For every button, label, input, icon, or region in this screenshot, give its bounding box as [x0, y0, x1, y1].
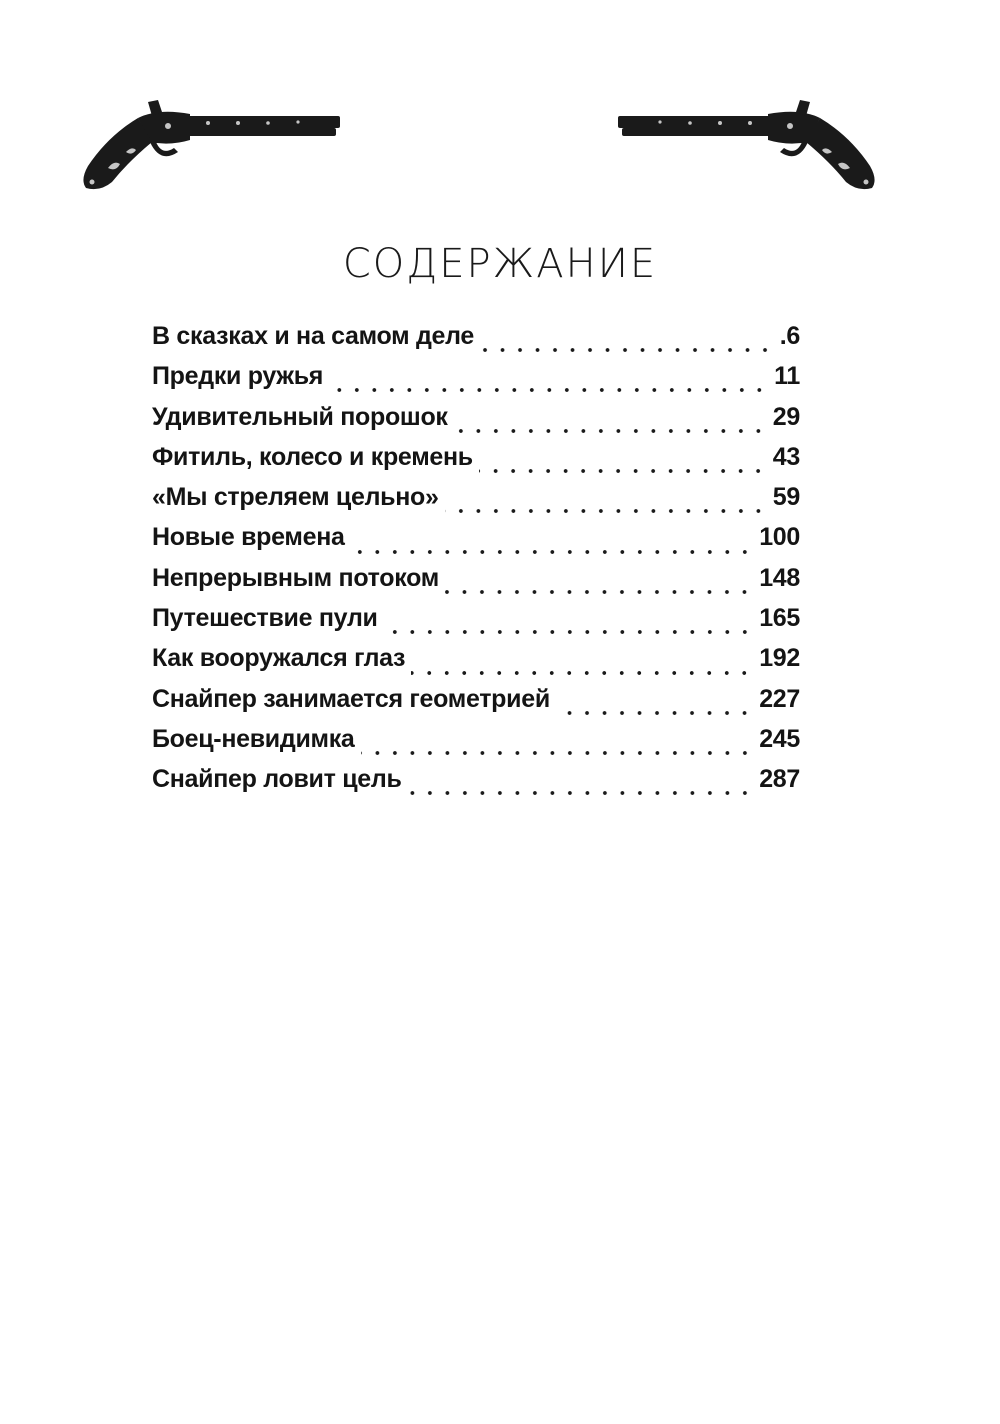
dot-leader: [361, 750, 754, 756]
toc-entry-title: Фитиль, колесо и кремень: [152, 442, 473, 471]
toc-entry[interactable]: [152, 362, 800, 402]
dot-leader: [445, 589, 753, 595]
toc-entry-page: 287: [759, 765, 800, 794]
dot-leader: [411, 670, 753, 676]
flintlock-pistol-icon: [78, 96, 343, 196]
dot-leader: [479, 468, 767, 474]
dot-leader: [556, 710, 753, 716]
toc-entry-page: 245: [759, 724, 800, 753]
toc-entry-page: 148: [759, 563, 800, 592]
toc-entry-page: 29: [772, 402, 800, 431]
toc-entry-title: В сказках и на самом деле: [152, 322, 474, 350]
toc-entry[interactable]: [152, 685, 800, 725]
toc-entry-page: .6: [779, 322, 800, 350]
toc-entry[interactable]: [152, 564, 800, 604]
toc-entry-title: Путешествие пули: [152, 604, 378, 633]
toc-entry[interactable]: [152, 322, 800, 362]
toc-entry-title: Новые времена: [152, 523, 345, 552]
toc-entry-page: 192: [759, 644, 800, 673]
dot-leader: [454, 428, 767, 434]
toc-entry[interactable]: [152, 644, 800, 684]
toc-entry[interactable]: [152, 604, 800, 644]
toc-entry-title: Снайпер ловит цель: [152, 765, 402, 794]
toc-entry-page: 11: [774, 362, 800, 391]
toc-entry[interactable]: [152, 725, 800, 765]
toc-entry-title: Боец-невидимка: [152, 724, 355, 753]
flintlock-pistol-icon: [615, 96, 880, 196]
toc-entry-title: Как вооружался глаз: [152, 644, 406, 673]
toc-entry-title: Непрерывным потоком: [152, 563, 439, 592]
toc-entry[interactable]: [152, 403, 800, 443]
dot-leader: [480, 347, 774, 353]
table-of-contents: [152, 322, 800, 806]
toc-entry-title: Снайпер занимается геометрией: [152, 684, 550, 713]
page-title: СОДЕРЖАНИЕ: [342, 240, 658, 287]
toc-entry-title: «Мы стреляем цельно»: [152, 483, 439, 512]
toc-entry-page: 43: [772, 442, 800, 471]
toc-entry[interactable]: [152, 523, 800, 563]
dot-leader: [445, 508, 767, 514]
dot-leader: [384, 629, 754, 635]
dot-leader: [329, 387, 768, 393]
toc-entry-page: 227: [759, 684, 800, 713]
toc-entry[interactable]: [152, 483, 800, 523]
dot-leader: [351, 549, 754, 555]
toc-entry[interactable]: [152, 443, 800, 483]
toc-entry-page: 165: [759, 604, 800, 633]
dot-leader: [408, 790, 754, 796]
toc-entry[interactable]: [152, 765, 800, 805]
toc-entry-page: 59: [772, 483, 800, 512]
toc-entry-page: 100: [759, 523, 800, 552]
toc-entry-title: Удивительный порошок: [152, 402, 448, 431]
toc-entry-title: Предки ружья: [152, 362, 324, 391]
